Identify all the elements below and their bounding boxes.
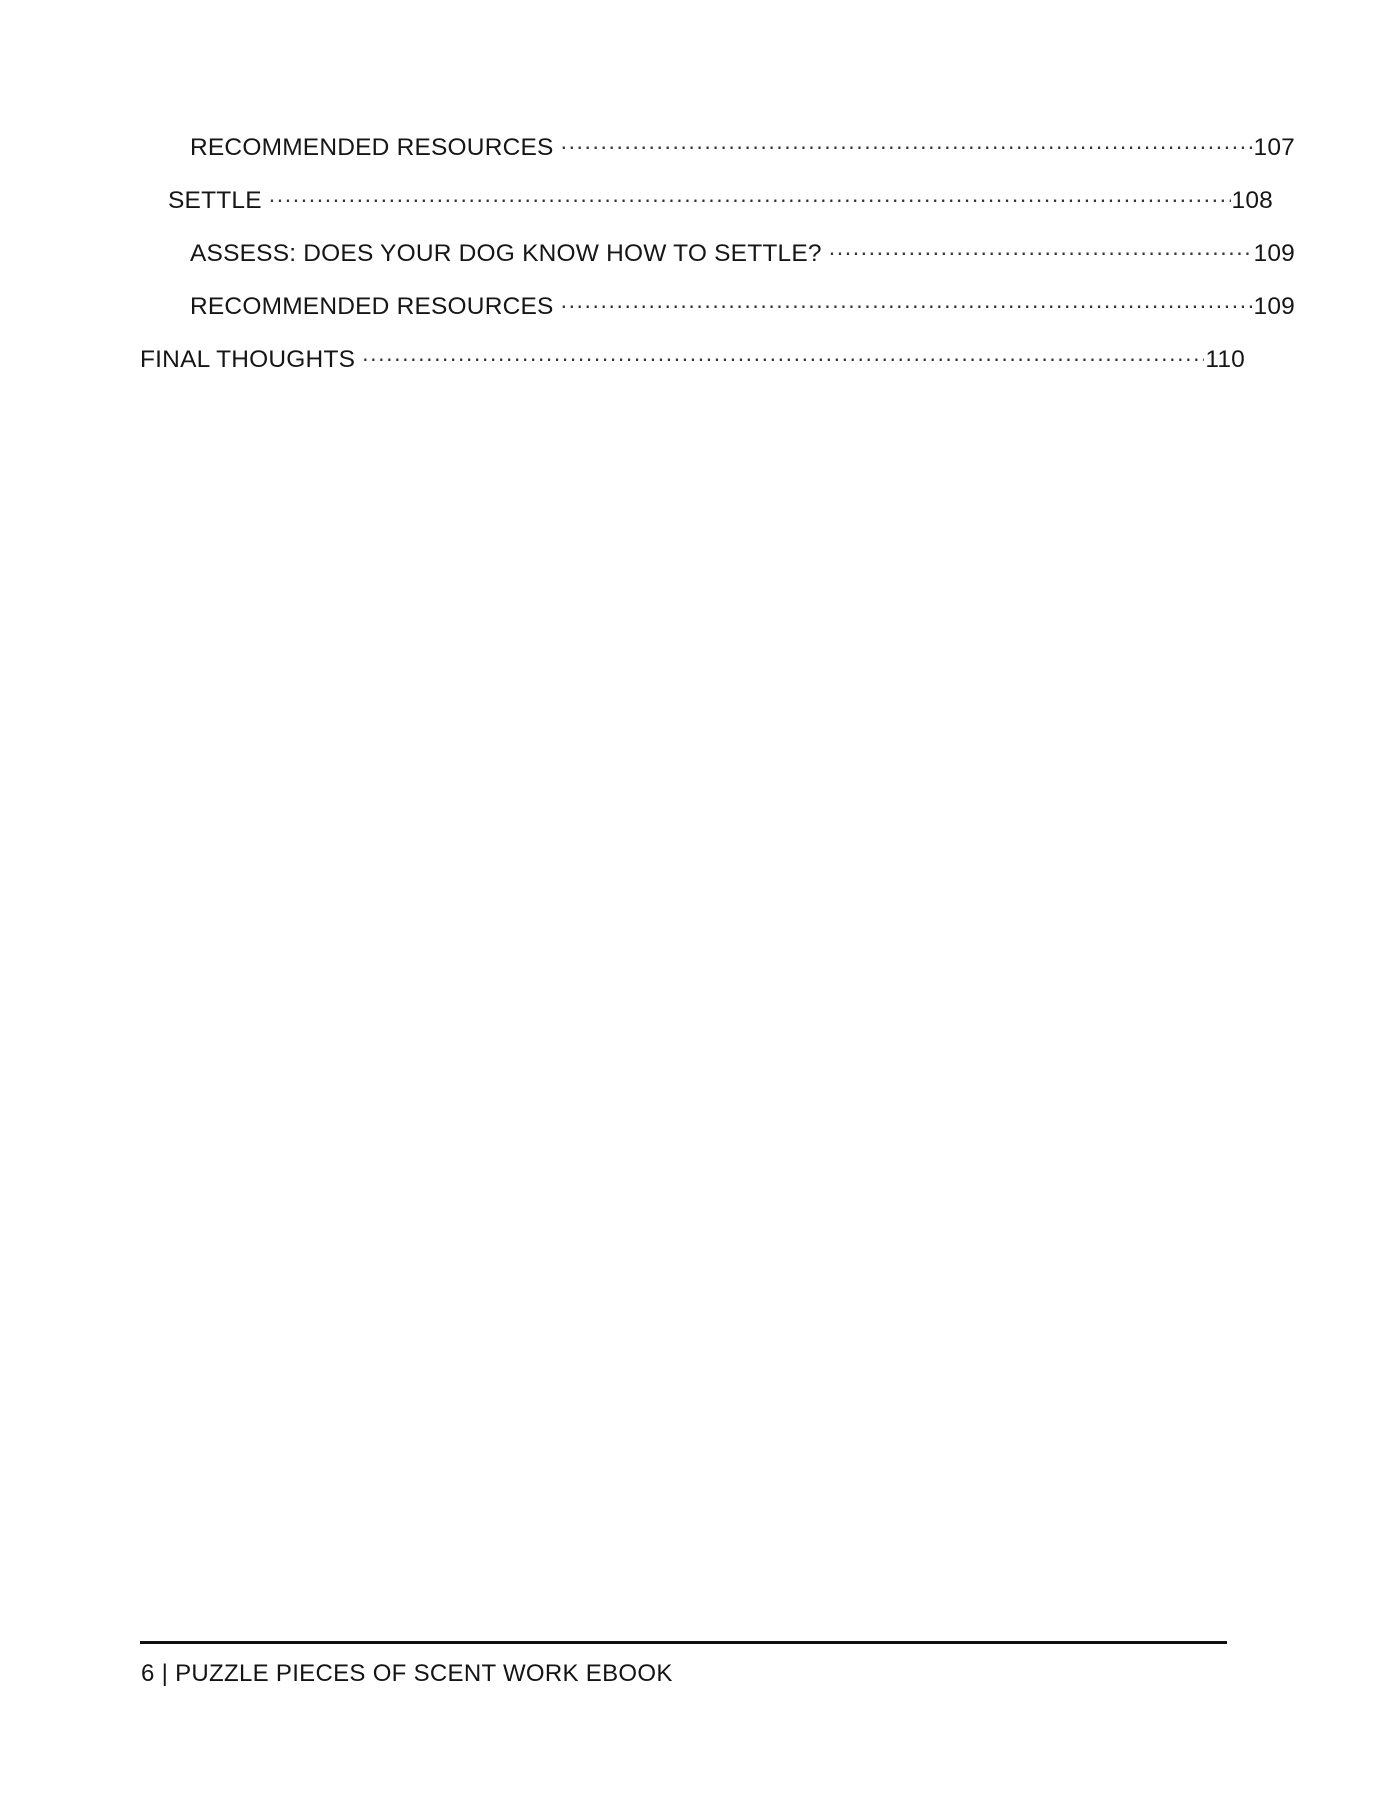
toc-entry-label: FINAL THOUGHTS <box>140 345 356 373</box>
toc-entry-label: RECOMMENDED RESOURCES <box>190 292 554 320</box>
table-of-contents <box>140 130 1295 395</box>
toc-entry[interactable] <box>190 236 1295 266</box>
toc-entry[interactable] <box>168 183 1273 213</box>
toc-entry-label: SETTLE <box>168 186 262 214</box>
toc-leader-dots <box>829 236 1253 261</box>
footer-text: 6 | PUZZLE PIECES OF SCENT WORK EBOOK <box>141 1660 673 1687</box>
toc-leader-dots <box>269 183 1231 208</box>
toc-leader-dots <box>362 342 1204 367</box>
toc-entry[interactable] <box>190 289 1295 319</box>
toc-entry[interactable] <box>190 130 1295 160</box>
toc-entry-label: RECOMMENDED RESOURCES <box>190 133 554 161</box>
toc-entry[interactable] <box>140 342 1245 372</box>
footer-divider <box>140 1641 1227 1644</box>
toc-entry-label: ASSESS: DOES YOUR DOG KNOW HOW TO SETTLE? <box>190 239 822 267</box>
toc-entry-page: 108 <box>1231 186 1273 214</box>
toc-leader-dots <box>561 289 1253 314</box>
toc-entry-page: 109 <box>1253 292 1295 320</box>
toc-entry-page: 109 <box>1253 239 1295 267</box>
toc-leader-dots <box>561 130 1253 155</box>
toc-entry-page: 110 <box>1205 345 1245 373</box>
toc-entry-page: 107 <box>1253 133 1295 161</box>
